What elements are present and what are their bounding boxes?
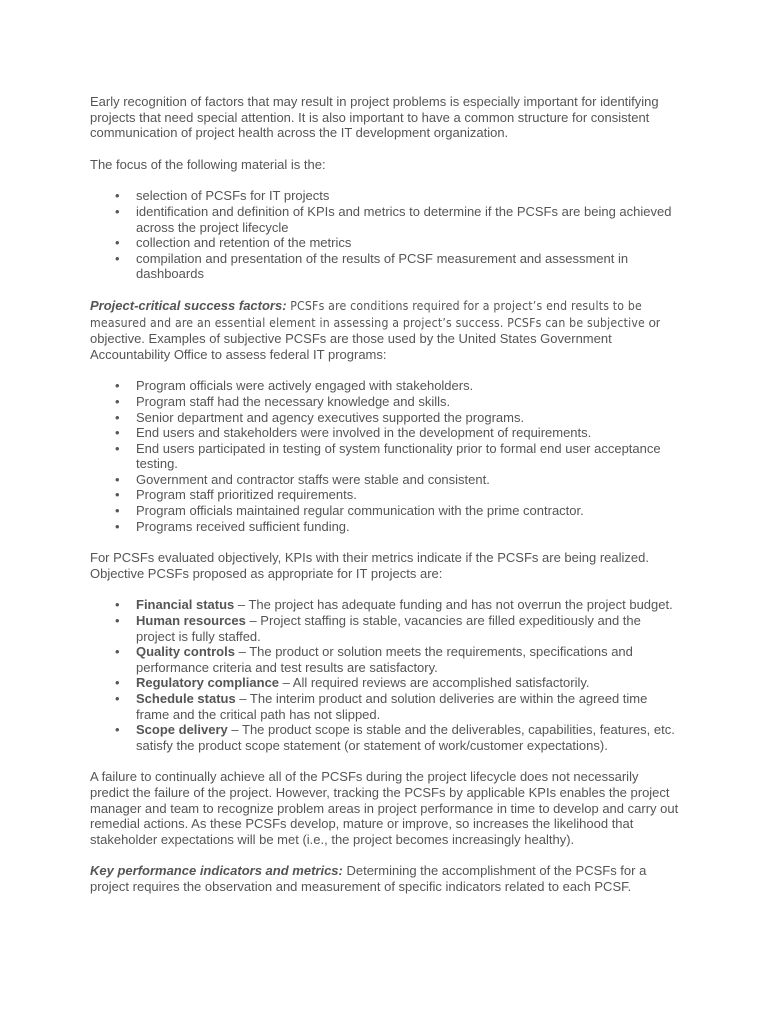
list-item: • Senior department and agency executives supported the programs. (90, 410, 680, 426)
kpi-text: Determining the accomplishment of the PCSFs for a project requires the observation and measurement of specific indicators related to each PCSF. (90, 863, 647, 894)
objective-term: Regulatory compliance (136, 675, 280, 691)
list-item: • Government and contractor staffs were stable and consistent. (90, 472, 680, 488)
list-item: • End users and stakeholders were involved in the development of requirements. (90, 425, 680, 441)
list-item (90, 613, 680, 644)
list-item (90, 675, 680, 691)
csf-rest-text: or objective. Examples of subjective PCSFs are those used by the United States Government Accountability Office to assess federal IT programs: (90, 314, 661, 362)
list-item: • identification and definition of KPIs and metrics to determine if the PCSFs are being achieved across the project lifecycle (90, 204, 680, 235)
intro-paragraph: Early recognition of factors that may result in project problems is especially important for identifying projects that need special attention. It is also important to have a common structure for consistent communication of project health across the IT development organization. (90, 94, 659, 141)
list-item (90, 722, 680, 753)
list-item: • selection of PCSFs for IT projects (90, 188, 680, 204)
objective-intro-paragraph: For PCSFs evaluated objectively, KPIs with their metrics indicate if the PCSFs are being realized. Objective PCSFs proposed as appropriate for IT projects are: (90, 550, 649, 581)
list-item (90, 597, 680, 613)
csf-paragraph (90, 298, 680, 362)
objective-text: – Project staffing is stable, vacancies are filled expeditiously and the project is fully staffed. (136, 613, 641, 644)
list-item (90, 644, 680, 675)
csf-narrow-text: PCSFs are conditions required for a project’s end results to be measured and are an essential element in assessing a project’s success. PCSFs can be subjective (90, 298, 645, 330)
focus-list (90, 188, 680, 282)
objective-term: Quality controls (136, 644, 235, 660)
objective-text: – The interim product and solution deliveries are within the agreed time frame and the critical path has not slipped. (136, 691, 648, 722)
objective-text: – The project has adequate funding and has not overrun the project budget. (234, 597, 673, 613)
failure-paragraph: A failure to continually achieve all of the PCSFs during the project lifecycle does not necessarily predict the failure of the project. However, tracking the PCSFs by applicable KPIs enables the project manager and team to recognize problem areas in project performance in time to develop and carry out remedial actions. As these PCSFs develop, mature or improve, so increases the likelihood that stakeholder expectations will be met (i.e., the project becomes increasingly healthy). (90, 769, 679, 847)
kpi-term: Key performance indicators and metrics: (90, 863, 343, 879)
kpi-paragraph (90, 863, 680, 894)
objective-text: – The product scope is stable and the deliverables, capabilities, features, etc. satisfy the product scope statement (or statement of work/customer expectations). (136, 722, 675, 753)
list-item (90, 691, 680, 722)
list-item: • End users participated in testing of system functionality prior to formal end user acceptance testing. (90, 441, 680, 472)
objective-term: Scope delivery (136, 722, 228, 738)
list-item: • Program staff prioritized requirements. (90, 487, 680, 503)
objective-text: – The product or solution meets the requirements, specifications and performance criteria and test results are satisfactory. (136, 644, 633, 675)
document-page (90, 94, 680, 895)
list-item: • Program officials maintained regular communication with the prime contractor. (90, 503, 680, 519)
focus-heading: The focus of the following material is the: (90, 156, 326, 172)
objective-term: Human resources (136, 613, 246, 629)
csf-term: Project-critical success factors: (90, 297, 287, 313)
list-item: • Program staff had the necessary knowledge and skills. (90, 394, 680, 410)
objective-text: – All required reviews are accomplished satisfactorily. (279, 675, 590, 691)
subjective-list (90, 378, 680, 534)
objective-term: Schedule status (136, 691, 236, 706)
list-item: • Program officials were actively engaged with stakeholders. (90, 378, 680, 394)
list-item: • collection and retention of the metrics (90, 235, 680, 251)
objective-term: Financial status (136, 597, 235, 613)
list-item: • compilation and presentation of the results of PCSF measurement and assessment in dashboards (90, 251, 680, 282)
list-item: • Programs received sufficient funding. (90, 519, 680, 535)
objective-list (90, 597, 680, 753)
